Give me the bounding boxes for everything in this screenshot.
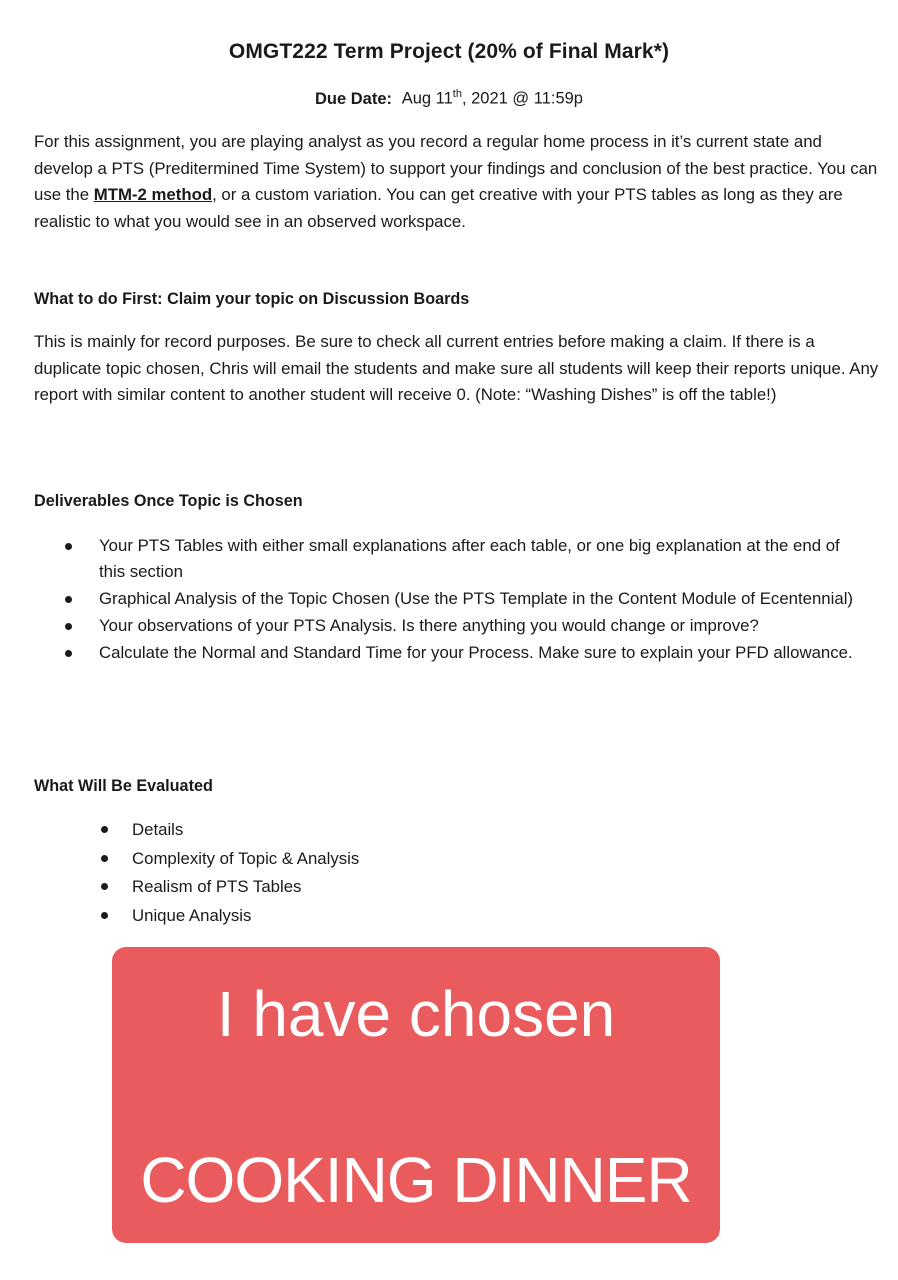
list-item: [132, 816, 632, 844]
list-item: [99, 533, 869, 585]
deliverables-list: [99, 533, 869, 667]
bullet-icon: [101, 912, 108, 919]
bullet-icon: [101, 826, 108, 833]
list-item: [99, 640, 869, 666]
list-item-text: Graphical Analysis of the Topic Chosen (Use the PTS Template in the Content Module of Ecentennial): [99, 589, 854, 608]
list-item-text: Complexity of Topic & Analysis: [132, 848, 360, 868]
list-item-text: Realism of PTS Tables: [132, 877, 302, 896]
due-date-ordinal: th: [452, 88, 462, 100]
list-item-text: Unique Analysis: [132, 905, 252, 925]
bullet-icon: [101, 855, 108, 862]
due-date-rest: , 2021 @ 11:59p: [461, 89, 583, 108]
bullet-icon: [65, 543, 72, 550]
list-item-text: Details: [132, 820, 184, 839]
banner-line-intro: I have chosen: [216, 978, 616, 1050]
intro-text-end: , or a custom variation. You can get creative with your PTS tables as long as they are realistic to what you would see in an observed workspace.: [34, 185, 843, 231]
list-item: [132, 873, 632, 901]
bullet-icon: [65, 596, 72, 603]
claim-topic-paragraph: This is mainly for record purposes. Be sure to check all current entries before making a claim. If there is a duplicate topic chosen, Chris will email the students and make sure all students will keep their reports unique. Any report with similar content to another student will receive 0. (Note: “Washing Dishes” is off the table!): [34, 332, 879, 404]
bullet-icon: [65, 623, 72, 630]
due-date-prefix: Aug 11: [401, 89, 453, 108]
chosen-topic-banner: [112, 947, 720, 1243]
document-title: OMGT222 Term Project (20% of Final Mark*): [228, 40, 670, 63]
list-item: [99, 613, 869, 639]
bullet-icon: [101, 883, 108, 890]
intro-text-start: For this assignment, you are playing analyst as you record a regular home process in it’s current state and develop a PTS (Preditermined Time System) to support your findings and conclusion of the best practice. You can use the: [34, 132, 878, 204]
due-date-line: [0, 88, 898, 109]
claim-topic-heading: What to do First: Claim your topic on Discussion Boards: [34, 290, 470, 308]
list-item: [132, 902, 632, 930]
list-item-text: Your PTS Tables with either small explanations after each table, or one big explanation at the end of this section: [99, 536, 840, 581]
evaluation-list: [132, 816, 632, 930]
evaluation-heading: What Will Be Evaluated: [34, 777, 213, 795]
list-item: [99, 586, 869, 612]
deliverables-heading: Deliverables Once Topic is Chosen: [34, 492, 303, 510]
list-item-text: Calculate the Normal and Standard Time for your Process. Make sure to explain your PFD allowance.: [99, 643, 853, 662]
due-date-label: Due Date:: [314, 89, 392, 108]
list-item: [132, 845, 632, 873]
mtm2-method-link[interactable]: MTM-2 method: [93, 185, 213, 204]
intro-paragraph: [34, 129, 884, 235]
list-item-text: Your observations of your PTS Analysis. Is there anything you would change or improve?: [99, 616, 759, 635]
banner-line-topic: COOKING DINNER: [140, 1144, 692, 1216]
bullet-icon: [65, 650, 72, 657]
